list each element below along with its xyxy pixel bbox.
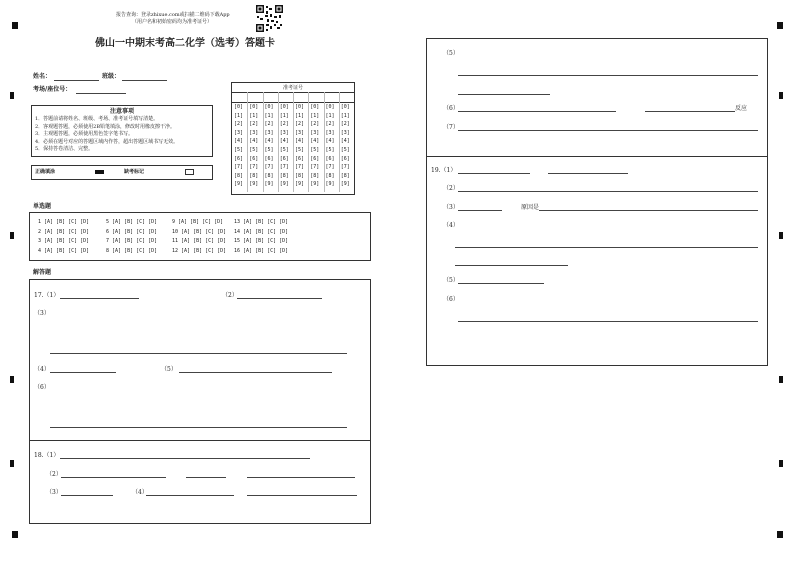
exam-digit-bubble[interactable]: [5] [279, 146, 289, 153]
exam-number-column [326, 104, 335, 190]
answer-line[interactable] [50, 353, 347, 354]
answer-line[interactable] [455, 247, 758, 248]
exam-digit-bubble[interactable]: [2] [310, 121, 320, 128]
exam-digit-bubble[interactable]: [9] [340, 181, 350, 188]
exam-digit-bubble[interactable]: [2] [295, 121, 305, 128]
exam-number-column [295, 104, 304, 190]
exam-digit-bubble[interactable]: [3] [325, 129, 335, 136]
q-part-7: （7） [443, 124, 459, 131]
answer-line[interactable] [61, 495, 113, 496]
choice-question[interactable]: 11 [A] [B] [C] [D] [172, 238, 227, 244]
class-label: 班级： [102, 73, 121, 80]
answer-line[interactable] [458, 130, 758, 131]
exam-digit-bubble[interactable]: [5] [295, 146, 305, 153]
exam-digit-bubble[interactable]: [1] [264, 112, 274, 119]
choice-question[interactable]: 3 [A] [B] [C] [D] [38, 238, 90, 244]
exam-digit-bubble[interactable]: [6] [295, 155, 305, 162]
q19-reason-label: 原因是 [521, 204, 540, 211]
exam-digit-bubble[interactable]: [9] [249, 181, 259, 188]
exam-digit-bubble[interactable]: [6] [325, 155, 335, 162]
answer-line[interactable] [60, 298, 139, 299]
exam-number-column [310, 104, 319, 190]
exam-digit-bubble[interactable]: [5] [340, 146, 350, 153]
exam-digit-bubble[interactable]: [4] [279, 138, 289, 145]
answer-line[interactable] [237, 298, 322, 299]
exam-digit-bubble[interactable]: [0] [264, 104, 274, 110]
exam-digit-bubble[interactable]: [7] [310, 164, 320, 171]
missing-exam-label: 缺考标记 [124, 169, 145, 175]
choice-question[interactable]: 14 [A] [B] [C] [D] [234, 228, 289, 235]
choice-question[interactable]: 6 [A] [B] [C] [D] [106, 228, 158, 235]
choice-question[interactable]: 7 [A] [B] [C] [D] [106, 238, 158, 244]
exam-digit-bubble[interactable]: [3] [279, 129, 289, 136]
exam-digit-bubble[interactable]: [1] [310, 112, 320, 119]
exam-digit-bubble[interactable]: [1] [279, 112, 289, 119]
grid-divider [324, 92, 325, 192]
exam-digit-bubble[interactable]: [4] [340, 138, 350, 145]
exam-digit-bubble[interactable]: [2] [279, 121, 289, 128]
q19-part-3: （3） [443, 204, 459, 211]
exam-digit-bubble[interactable]: [8] [295, 172, 305, 179]
exam-digit-bubble[interactable]: [9] [279, 181, 289, 188]
exam-digit-bubble[interactable]: [8] [310, 172, 320, 179]
exam-digit-bubble[interactable]: [9] [264, 181, 274, 188]
q-part-5: （5） [443, 50, 459, 57]
q17-part-6: （6） [34, 384, 50, 391]
choice-question[interactable]: 8 [A] [B] [C] [D] [106, 247, 158, 254]
registration-mark [12, 531, 18, 538]
q18-part-2: （2） [46, 471, 62, 478]
exam-digit-bubble[interactable]: [4] [264, 138, 274, 145]
exam-digit-bubble[interactable]: [1] [340, 112, 350, 119]
answer-line[interactable] [247, 477, 355, 478]
single-choice-box [29, 212, 371, 261]
exam-digit-bubble[interactable]: [1] [295, 112, 305, 119]
answer-line[interactable] [645, 111, 735, 112]
single-choice-title: 单选题 [33, 203, 52, 210]
answer-line[interactable] [548, 173, 628, 174]
exam-digit-bubble[interactable]: [0] [234, 104, 244, 110]
notes-box [31, 105, 213, 157]
exam-digit-bubble[interactable]: [5] [310, 146, 320, 153]
choice-question[interactable]: 13 [A] [B] [C] [D] [234, 219, 289, 225]
exam-digit-bubble[interactable]: [5] [325, 146, 335, 153]
exam-digit-bubble[interactable]: [2] [340, 121, 350, 128]
exam-digit-bubble[interactable]: [6] [264, 155, 274, 162]
notes-title: 注意事项 [109, 108, 134, 115]
q19-part-5: （5） [443, 277, 459, 284]
q19-label: 19.（1） [431, 167, 457, 174]
exam-digit-bubble[interactable]: [7] [249, 164, 259, 171]
q19-part-6: （6） [443, 296, 459, 303]
choice-question[interactable]: 1 [A] [B] [C] [D] [38, 219, 90, 225]
exam-digit-bubble[interactable]: [7] [234, 164, 244, 171]
seat-label: 考场/座位号： [33, 86, 72, 93]
exam-digit-bubble[interactable]: [9] [234, 181, 244, 188]
grid-divider [278, 92, 279, 192]
answer-section-title: 解答题 [33, 269, 52, 276]
exam-digit-bubble[interactable]: [9] [325, 181, 335, 188]
grid-divider [339, 92, 340, 192]
exam-digit-bubble[interactable]: [3] [264, 129, 274, 136]
q18-part-3: （3） [46, 489, 62, 496]
exam-digit-bubble[interactable]: [4] [295, 138, 305, 145]
notes-item: 2．客观题答题，必须使用2B铅笔填涂，修改时用橡皮擦干净。 [35, 123, 176, 130]
exam-digit-bubble[interactable]: [6] [340, 155, 350, 162]
name-field[interactable] [54, 80, 99, 81]
exam-digit-bubble[interactable]: [6] [279, 155, 289, 162]
registration-mark [777, 22, 783, 29]
reaction-suffix: 反应 [735, 105, 748, 112]
exam-digit-bubble[interactable]: [0] [340, 104, 350, 110]
exam-number-column [280, 104, 289, 190]
exam-digit-bubble[interactable]: [8] [279, 172, 289, 179]
answer-line[interactable] [458, 321, 758, 322]
exam-digit-bubble[interactable]: [2] [249, 121, 259, 128]
exam-digit-bubble[interactable]: [1] [234, 112, 244, 119]
missing-exam-checkbox[interactable] [185, 169, 194, 175]
timing-mark [10, 92, 14, 99]
answer-line[interactable] [186, 477, 226, 478]
grid-divider [308, 92, 309, 192]
answer-box-left [29, 279, 371, 524]
exam-digit-bubble[interactable]: [7] [279, 164, 289, 171]
choice-question[interactable]: 2 [A] [B] [C] [D] [38, 228, 90, 235]
answer-line[interactable] [60, 458, 310, 459]
exam-digit-bubble[interactable]: [5] [249, 146, 259, 153]
answer-line[interactable] [179, 372, 332, 373]
qr-code-icon [256, 5, 283, 32]
fill-example-box [31, 165, 213, 180]
timing-mark [779, 232, 783, 239]
exam-digit-bubble[interactable]: [6] [234, 155, 244, 162]
timing-mark [10, 232, 14, 239]
answer-line[interactable] [50, 427, 347, 428]
q19-part-4: （4） [443, 222, 459, 229]
notes-item: 3．主观题答题，必须使用黑色签字笔书写。 [35, 131, 134, 137]
choice-question[interactable]: 10 [A] [B] [C] [D] [172, 228, 227, 235]
exam-digit-bubble[interactable]: [4] [234, 138, 244, 145]
q19-part-2: （2） [443, 185, 459, 192]
grid-divider [293, 92, 294, 192]
choice-question[interactable]: 12 [A] [B] [C] [D] [172, 247, 227, 254]
exam-digit-bubble[interactable]: [0] [310, 104, 320, 110]
answer-line[interactable] [458, 283, 544, 284]
exam-digit-bubble[interactable]: [0] [249, 104, 259, 110]
exam-number-column [249, 104, 258, 190]
notes-item: 1．答题前请将姓名、班级、考场、准考证号填写清楚。 [35, 116, 159, 122]
answer-line[interactable] [247, 495, 357, 496]
exam-digit-bubble[interactable]: [3] [340, 129, 350, 136]
q17-part-4: （4） [34, 366, 50, 373]
exam-digit-bubble[interactable]: [1] [249, 112, 259, 119]
exam-digit-bubble[interactable]: [4] [325, 138, 335, 145]
registration-mark [12, 22, 18, 29]
exam-digit-bubble[interactable]: [2] [264, 121, 274, 128]
timing-mark [779, 376, 783, 383]
exam-digit-bubble[interactable]: [7] [325, 164, 335, 171]
q17-part-5: （5） [161, 366, 177, 373]
exam-number-column [341, 104, 350, 190]
exam-digit-bubble[interactable]: [0] [295, 104, 305, 110]
timing-mark [779, 92, 783, 99]
exam-digit-bubble[interactable]: [9] [295, 181, 305, 188]
exam-digit-bubble[interactable]: [3] [295, 129, 305, 136]
exam-digit-bubble[interactable]: [0] [325, 104, 335, 110]
header-line-2: （用户名和初始密码均为准考证号） [132, 19, 213, 25]
exam-number-column [234, 104, 243, 190]
header-line-1: 报告查询：登录zhixue.com或扫描二维码下载App [116, 12, 230, 18]
choice-question[interactable]: 4 [A] [B] [C] [D] [38, 247, 90, 254]
timing-mark [10, 376, 14, 383]
exam-digit-bubble[interactable]: [4] [310, 138, 320, 145]
timing-mark [779, 460, 783, 467]
exam-digit-bubble[interactable]: [0] [279, 104, 289, 110]
exam-digit-bubble[interactable]: [7] [264, 164, 274, 171]
exam-digit-bubble[interactable]: [3] [234, 129, 244, 136]
notes-item: 4．必须在题号对应的答题区域内作答，超出答题区域书写无效。 [35, 138, 179, 145]
answer-line[interactable] [50, 372, 116, 373]
exam-digit-bubble[interactable]: [6] [249, 155, 259, 162]
exam-digit-bubble[interactable]: [5] [234, 146, 244, 153]
exam-digit-bubble[interactable]: [1] [325, 112, 335, 119]
filled-mark-icon [95, 170, 104, 174]
exam-digit-bubble[interactable]: [3] [249, 129, 259, 136]
exam-digit-bubble[interactable]: [5] [264, 146, 274, 153]
choice-question[interactable]: 5 [A] [B] [C] [D] [106, 219, 158, 225]
exam-number-column [265, 104, 274, 190]
choice-question[interactable]: 9 [A] [B] [C] [D] [172, 219, 224, 225]
answer-line[interactable] [455, 265, 568, 266]
q17-label: 17.（1） [34, 292, 60, 299]
grid-divider [247, 92, 248, 192]
exam-digit-bubble[interactable]: [9] [310, 181, 320, 188]
q18-part-4: （4） [132, 489, 148, 496]
answer-line[interactable] [458, 210, 502, 211]
exam-digit-bubble[interactable]: [3] [310, 129, 320, 136]
class-field[interactable] [122, 80, 167, 81]
q18-label: 18.（1） [34, 452, 60, 459]
exam-number-box [231, 82, 355, 195]
answer-line[interactable] [458, 94, 550, 95]
choice-question[interactable]: 16 [A] [B] [C] [D] [234, 247, 289, 254]
name-label: 姓名： [33, 73, 52, 80]
answer-line[interactable] [146, 495, 234, 496]
exam-digit-bubble[interactable]: [8] [264, 172, 274, 179]
answer-box-right [426, 38, 768, 366]
exam-digit-bubble[interactable]: [8] [340, 172, 350, 179]
registration-mark [777, 531, 783, 538]
seat-field[interactable] [76, 93, 126, 94]
grid-divider [263, 92, 264, 192]
exam-digit-bubble[interactable]: [6] [310, 155, 320, 162]
answer-line[interactable] [458, 75, 758, 76]
exam-digit-bubble[interactable]: [2] [325, 121, 335, 128]
answer-line[interactable] [539, 210, 758, 211]
answer-line[interactable] [61, 477, 166, 478]
q17-part-2: （2） [222, 292, 238, 299]
exam-digit-bubble[interactable]: [8] [234, 172, 244, 179]
q-part-6: （6） [443, 105, 459, 112]
exam-digit-bubble[interactable]: [7] [295, 164, 305, 171]
correct-fill-label: 正确填涂 [35, 169, 56, 175]
timing-mark [10, 460, 14, 467]
exam-number-label: 准考证号 [282, 85, 303, 91]
exam-digit-bubble[interactable]: [7] [340, 164, 350, 171]
exam-digit-bubble[interactable]: [4] [249, 138, 259, 145]
exam-digit-bubble[interactable]: [2] [234, 121, 244, 128]
q17-part-3: （3） [34, 310, 50, 317]
page-title: 佛山一中期末考高二化学（选考）答题卡 [95, 38, 275, 49]
answer-line[interactable] [458, 173, 530, 174]
answer-line[interactable] [458, 111, 616, 112]
choice-question[interactable]: 15 [A] [B] [C] [D] [234, 238, 289, 244]
exam-digit-bubble[interactable]: [8] [249, 172, 259, 179]
answer-line[interactable] [458, 191, 758, 192]
notes-item: 5．保持答卷清洁、完整。 [35, 146, 94, 152]
exam-digit-bubble[interactable]: [8] [325, 172, 335, 179]
